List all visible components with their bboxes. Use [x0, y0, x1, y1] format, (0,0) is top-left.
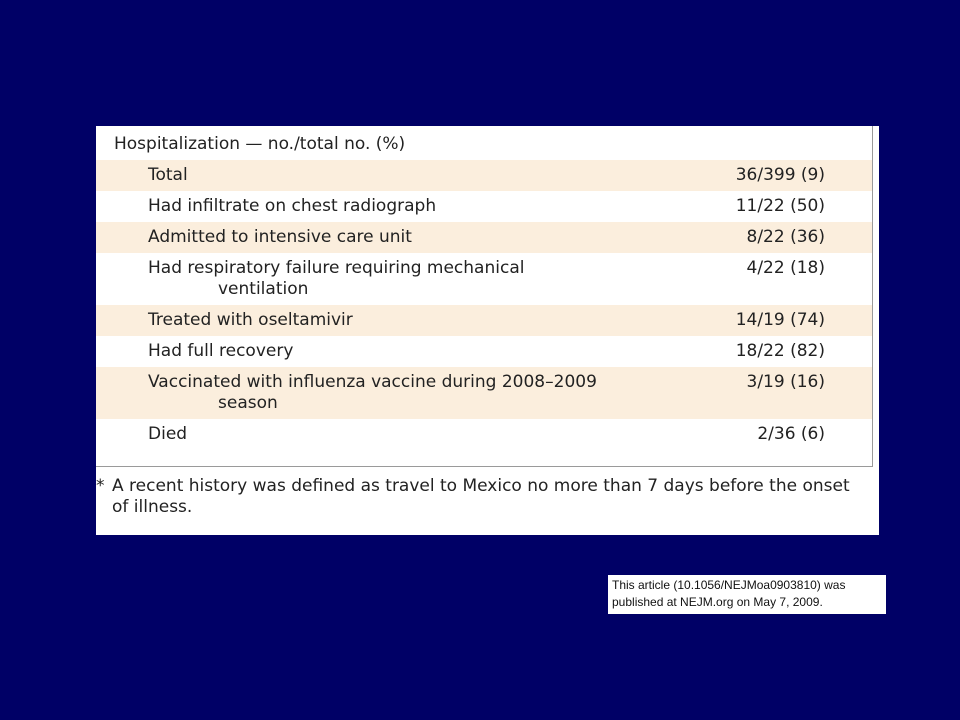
table-row	[96, 191, 872, 222]
citation-box: This article (10.1056/NEJMoa0903810) was published at NEJM.org on May 7, 2009.	[608, 575, 886, 614]
row-label: Vaccinated with influenza vaccine during 2008–2009 season	[148, 372, 708, 414]
hospitalization-table	[96, 126, 872, 450]
table-right-rule	[872, 126, 873, 466]
table-row	[96, 367, 872, 419]
row-label: Admitted to intensive care unit	[148, 227, 412, 247]
footnote-marker: *	[96, 476, 105, 496]
row-label: Treated with oseltamivir	[148, 310, 353, 330]
table-row	[96, 253, 872, 305]
table-row	[96, 419, 872, 450]
row-value: 14/19 (74)	[735, 310, 825, 330]
row-label: Total	[148, 165, 188, 185]
table-footnote	[96, 476, 866, 518]
row-value: 2/36 (6)	[757, 424, 825, 444]
table-row	[96, 222, 872, 253]
row-label: Had infiltrate on chest radiograph	[148, 196, 437, 216]
row-value: 8/22 (36)	[746, 227, 825, 247]
table-header: Hospitalization — no./total no. (%)	[96, 126, 872, 160]
row-value: 36/399 (9)	[735, 165, 825, 185]
row-value: 18/22 (82)	[735, 341, 825, 361]
table-bottom-rule	[96, 466, 873, 467]
row-label-continuation: ventilation	[218, 279, 309, 299]
table-row	[96, 336, 872, 367]
row-label: Had respiratory failure requiring mechanical ventilation	[148, 258, 708, 300]
table-row	[96, 160, 872, 191]
row-value: 3/19 (16)	[746, 372, 825, 392]
footnote-text: A recent history was defined as travel to Mexico no more than 7 days before the onset of illness.	[112, 476, 850, 517]
row-label: Died	[148, 424, 188, 444]
row-label-continuation: season	[218, 393, 278, 413]
row-value: 11/22 (50)	[735, 196, 825, 216]
table-row	[96, 305, 872, 336]
row-value: 4/22 (18)	[746, 258, 825, 278]
row-label: Had full recovery	[148, 341, 294, 361]
